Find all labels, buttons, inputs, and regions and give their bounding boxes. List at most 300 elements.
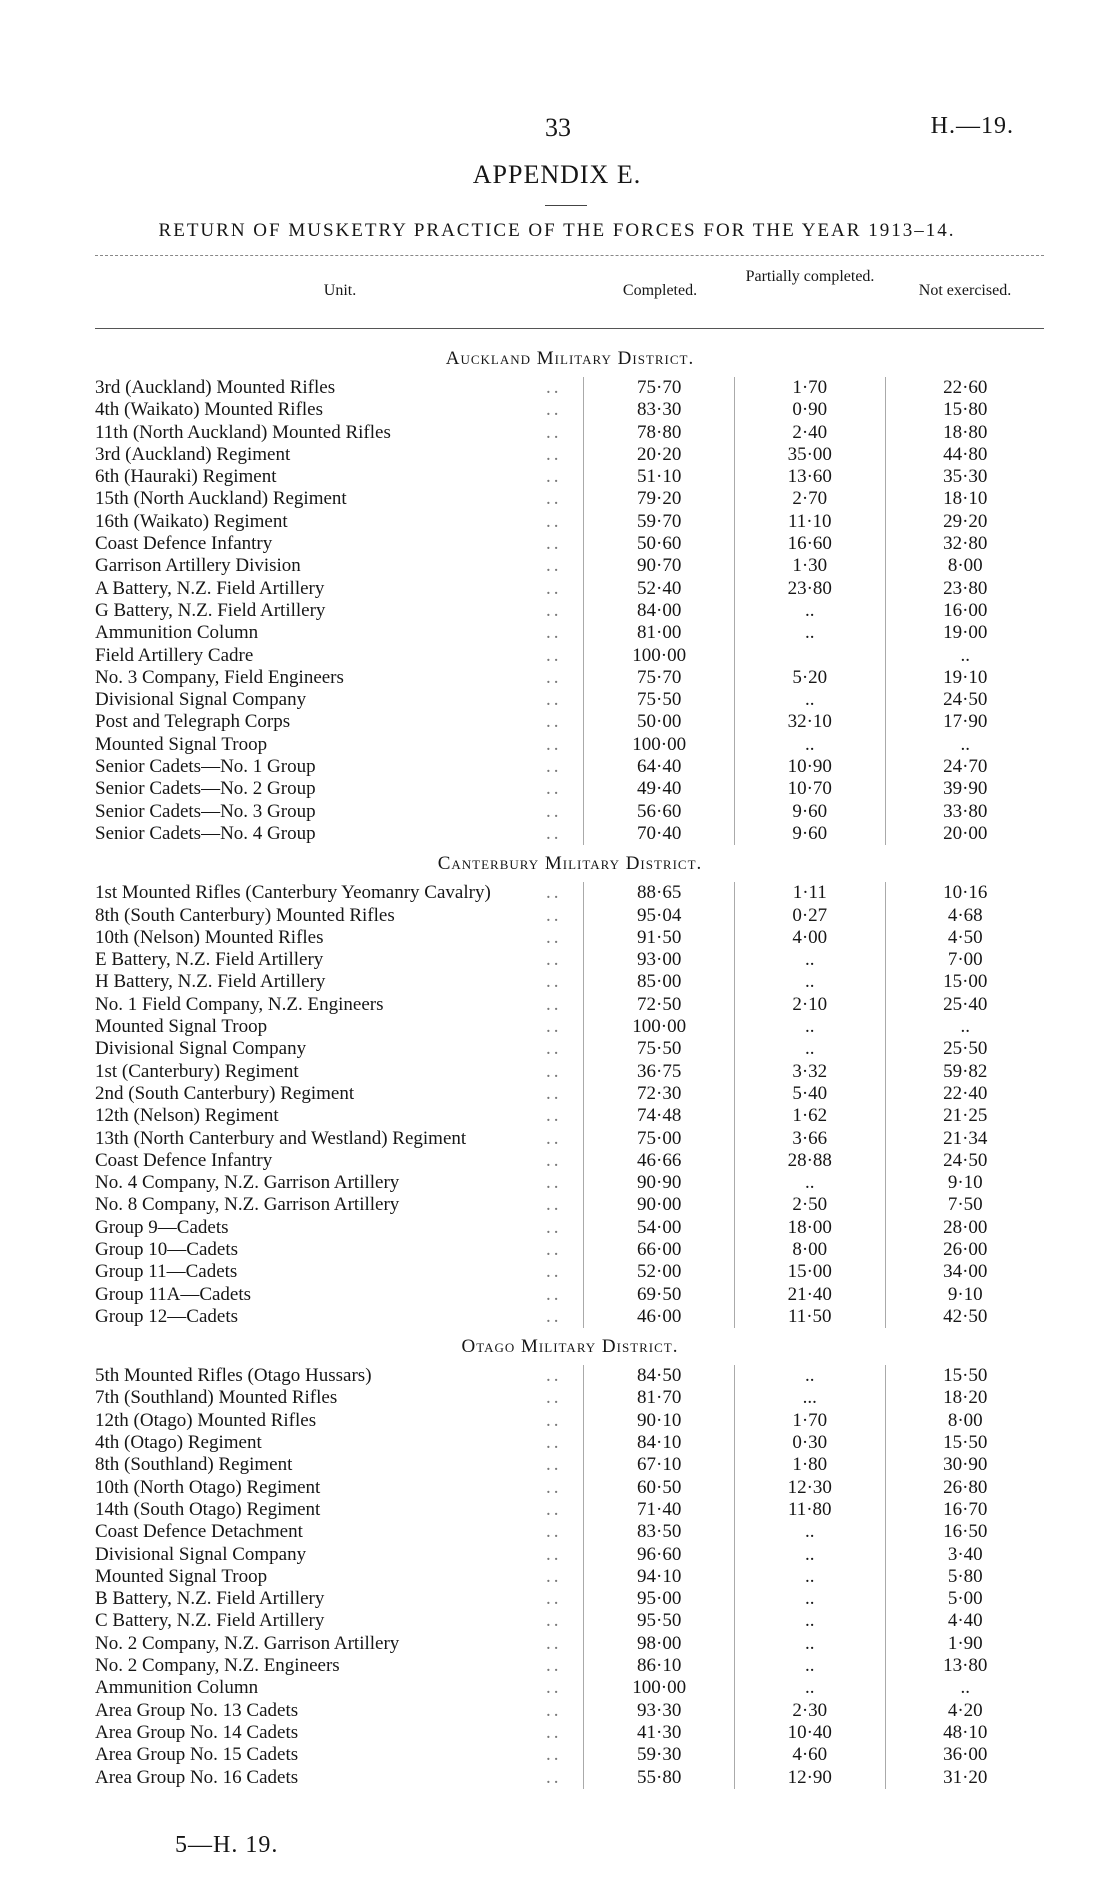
leader-dots: .. (545, 1454, 562, 1476)
completed-value: 72·50 (583, 994, 734, 1016)
not-exercised-value: 4·40 (885, 1610, 1046, 1632)
not-exercised-value: 44·80 (885, 444, 1046, 466)
unit-name (95, 578, 583, 600)
table-row (95, 533, 1045, 555)
unit-label: 3rd (Auckland) Regiment (95, 443, 291, 465)
title-rule (545, 205, 587, 206)
leader-dots: .. (545, 756, 562, 778)
table-row (95, 600, 1045, 622)
unit-label: Senior Cadets—No. 2 Group (95, 778, 316, 800)
unit-label: 4th (Waikato) Mounted Rifles (95, 399, 324, 421)
not-exercised-value: 21·34 (885, 1128, 1046, 1150)
partially-completed-value: 2·70 (734, 488, 885, 510)
partially-completed-value: .. (734, 1016, 885, 1038)
table-row (95, 1655, 1045, 1677)
table-row (95, 949, 1045, 971)
unit-label: C Battery, N.Z. Field Artillery (95, 1610, 325, 1632)
unit-name (95, 1432, 583, 1454)
leader-dots: .. (545, 822, 562, 844)
leader-dots: .. (545, 733, 562, 755)
not-exercised-value: 31·20 (885, 1767, 1046, 1789)
completed-value: 71·40 (583, 1499, 734, 1521)
table-row (95, 711, 1045, 733)
unit-name (95, 1610, 583, 1632)
partially-completed-value: .. (734, 1172, 885, 1194)
table-row (95, 756, 1045, 778)
leader-dots: .. (545, 1521, 562, 1543)
completed-value: 85·00 (583, 971, 734, 993)
partially-completed-value: 1·30 (734, 555, 885, 577)
completed-value: 79·20 (583, 488, 734, 510)
not-exercised-value: 10·16 (885, 882, 1046, 904)
unit-label: 3rd (Auckland) Mounted Rifles (95, 377, 336, 398)
unit-name (95, 555, 583, 577)
completed-value: 90·90 (583, 1172, 734, 1194)
not-exercised-value: 4·50 (885, 927, 1046, 949)
completed-value: 46·66 (583, 1150, 734, 1172)
leader-dots: .. (545, 1365, 562, 1387)
leader-dots: .. (545, 555, 562, 577)
not-exercised-value: 35·30 (885, 466, 1046, 488)
completed-value: 100·00 (583, 1016, 734, 1038)
unit-label: 1st Mounted Rifles (Canterbury Yeomanry Cavalry) (95, 882, 491, 904)
unit-label: Ammunition Column (95, 1677, 259, 1699)
partially-completed-value (734, 645, 885, 667)
unit-label: Mounted Signal Troop (95, 733, 268, 755)
not-exercised-value: .. (885, 1677, 1046, 1699)
leader-dots: .. (545, 1565, 562, 1587)
unit-name (95, 1588, 583, 1610)
partially-completed-value: 9·60 (734, 823, 885, 845)
partially-completed-value: .. (734, 971, 885, 993)
partially-completed-value: 5·20 (734, 667, 885, 689)
unit-name (95, 1306, 583, 1328)
section-title: Otago Military District. (461, 1336, 679, 1358)
completed-value: 78·80 (583, 422, 734, 444)
unit-name (95, 971, 583, 993)
column-header (95, 268, 1044, 318)
unit-label: 1st (Canterbury) Regiment (95, 1060, 299, 1082)
musketry-table (95, 340, 1045, 1789)
not-exercised-value: 24·50 (885, 689, 1046, 711)
leader-dots: .. (545, 510, 562, 532)
partially-completed-value: 15·00 (734, 1261, 885, 1283)
unit-label: Area Group No. 13 Cadets (95, 1699, 299, 1721)
partially-completed-value: 16·60 (734, 533, 885, 555)
table-row (95, 1038, 1045, 1060)
table-row (95, 555, 1045, 577)
leader-dots: .. (545, 1172, 562, 1194)
unit-name (95, 711, 583, 733)
leader-dots: .. (545, 1498, 562, 1520)
partially-completed-value: .. (734, 1655, 885, 1677)
unit-label: 12th (Otago) Mounted Rifles (95, 1409, 317, 1431)
partially-completed-value: 11·10 (734, 511, 885, 533)
unit-label: Divisional Signal Company (95, 689, 307, 711)
not-exercised-value: 22·60 (885, 377, 1046, 399)
unit-name (95, 905, 583, 927)
unit-label: 10th (North Otago) Regiment (95, 1476, 321, 1498)
unit-name (95, 1128, 583, 1150)
table-row (95, 1767, 1045, 1789)
table-row (95, 1566, 1045, 1588)
leader-dots: .. (545, 1610, 562, 1632)
partially-completed-value: 11·50 (734, 1306, 885, 1328)
column-header-completed: Completed. (622, 282, 698, 299)
partially-completed-value: 18·00 (734, 1217, 885, 1239)
completed-value: 69·50 (583, 1284, 734, 1306)
leader-dots: .. (545, 1149, 562, 1171)
partially-completed-value: .. (734, 600, 885, 622)
partially-completed-value: .. (734, 1365, 885, 1387)
partially-completed-value: 13·60 (734, 466, 885, 488)
table-row (95, 377, 1045, 399)
unit-name (95, 1521, 583, 1543)
page-footer-signature: 5—H. 19. (175, 1832, 279, 1858)
not-exercised-value: 7·00 (885, 949, 1046, 971)
not-exercised-value: 16·50 (885, 1521, 1046, 1543)
unit-name (95, 734, 583, 756)
table-row (95, 1150, 1045, 1172)
unit-label: No. 1 Field Company, N.Z. Engineers (95, 993, 384, 1015)
unit-label: 14th (South Otago) Regiment (95, 1498, 321, 1520)
table-row (95, 971, 1045, 993)
partially-completed-value: 5·40 (734, 1083, 885, 1105)
not-exercised-value: 26·00 (885, 1239, 1046, 1261)
not-exercised-value: 36·00 (885, 1744, 1046, 1766)
leader-dots: .. (545, 1016, 562, 1038)
unit-label: Divisional Signal Company (95, 1543, 307, 1565)
leader-dots: .. (545, 689, 562, 711)
partially-completed-value: 32·10 (734, 711, 885, 733)
unit-label: Garrison Artillery Division (95, 555, 301, 577)
leader-dots: .. (545, 666, 562, 688)
not-exercised-value: 5·00 (885, 1588, 1046, 1610)
unit-name (95, 1410, 583, 1432)
not-exercised-value: 24·50 (885, 1150, 1046, 1172)
unit-name (95, 1105, 583, 1127)
leader-dots: .. (545, 711, 562, 733)
table-row (95, 488, 1045, 510)
partially-completed-value: 28·88 (734, 1150, 885, 1172)
not-exercised-value: 25·40 (885, 994, 1046, 1016)
not-exercised-value: 25·50 (885, 1038, 1046, 1060)
completed-value: 67·10 (583, 1454, 734, 1476)
table-row (95, 801, 1045, 823)
completed-value: 36·75 (583, 1061, 734, 1083)
completed-value: 52·40 (583, 578, 734, 600)
not-exercised-value: 9·10 (885, 1284, 1046, 1306)
partially-completed-value: 2·30 (734, 1700, 885, 1722)
table-row (95, 689, 1045, 711)
table-row (95, 1194, 1045, 1216)
unit-label: Group 11A—Cadets (95, 1283, 252, 1305)
unit-label: Mounted Signal Troop (95, 1016, 268, 1038)
partially-completed-value: 0·90 (734, 399, 885, 421)
table-row (95, 511, 1045, 533)
column-header-unit: Unit. (323, 282, 357, 299)
completed-value: 84·10 (583, 1432, 734, 1454)
completed-value: 86·10 (583, 1655, 734, 1677)
unit-label: E Battery, N.Z. Field Artillery (95, 949, 324, 971)
unit-label: Group 10—Cadets (95, 1238, 239, 1260)
table-row (95, 667, 1045, 689)
unit-label: Coast Defence Detachment (95, 1521, 303, 1543)
unit-label: Field Artillery Cadre (95, 644, 254, 666)
leader-dots: .. (545, 1699, 562, 1721)
table-row (95, 1061, 1045, 1083)
not-exercised-value: 17·90 (885, 711, 1046, 733)
unit-label: B Battery, N.Z. Field Artillery (95, 1588, 325, 1610)
not-exercised-value: 7·50 (885, 1194, 1046, 1216)
completed-value: 70·40 (583, 823, 734, 845)
partially-completed-value: 0·30 (734, 1432, 885, 1454)
not-exercised-value: 4·68 (885, 905, 1046, 927)
unit-label: 12th (Nelson) Regiment (95, 1105, 279, 1127)
partially-completed-value: 1·62 (734, 1105, 885, 1127)
not-exercised-value: 15·50 (885, 1365, 1046, 1387)
header-bottom-rule (95, 328, 1044, 329)
unit-label: No. 8 Company, N.Z. Garrison Artillery (95, 1194, 400, 1216)
partially-completed-value: 12·90 (734, 1767, 885, 1789)
unit-name (95, 1544, 583, 1566)
completed-value: 95·00 (583, 1588, 734, 1610)
leader-dots: .. (545, 1060, 562, 1082)
leader-dots: .. (545, 1038, 562, 1060)
unit-label: Ammunition Column (95, 622, 259, 644)
completed-value: 52·00 (583, 1261, 734, 1283)
not-exercised-value: 28·00 (885, 1217, 1046, 1239)
partially-completed-value: .. (734, 622, 885, 644)
not-exercised-value: .. (885, 734, 1046, 756)
completed-value: 75·50 (583, 1038, 734, 1060)
page-number: 33 (545, 113, 571, 142)
leader-dots: .. (545, 1305, 562, 1327)
leader-dots: .. (545, 1387, 562, 1409)
leader-dots: .. (545, 1127, 562, 1149)
table-row (95, 1677, 1045, 1699)
unit-label: Area Group No. 14 Cadets (95, 1721, 299, 1743)
not-exercised-value: 26·80 (885, 1477, 1046, 1499)
table-row (95, 622, 1045, 644)
table-row (95, 466, 1045, 488)
completed-value: 83·50 (583, 1521, 734, 1543)
completed-value: 75·70 (583, 377, 734, 399)
partially-completed-value: .. (734, 734, 885, 756)
table-row (95, 1306, 1045, 1328)
partially-completed-value: 9·60 (734, 801, 885, 823)
unit-label: No. 3 Company, Field Engineers (95, 666, 344, 688)
leader-dots: .. (545, 377, 562, 398)
partially-completed-value: 35·00 (734, 444, 885, 466)
not-exercised-value: 5·80 (885, 1566, 1046, 1588)
unit-label: 5th Mounted Rifles (Otago Hussars) (95, 1365, 372, 1387)
partially-completed-value: 2·10 (734, 994, 885, 1016)
leader-dots: .. (545, 1766, 562, 1788)
unit-name (95, 756, 583, 778)
not-exercised-value: 19·00 (885, 622, 1046, 644)
not-exercised-value: .. (885, 1016, 1046, 1038)
partially-completed-value: 12·30 (734, 1477, 885, 1499)
partially-completed-value: 4·00 (734, 927, 885, 949)
completed-value: 75·70 (583, 667, 734, 689)
unit-name (95, 1172, 583, 1194)
unit-name (95, 533, 583, 555)
unit-name (95, 444, 583, 466)
partially-completed-value: 2·40 (734, 422, 885, 444)
partially-completed-value: .. (734, 1633, 885, 1655)
table-row (95, 994, 1045, 1016)
not-exercised-value: 24·70 (885, 756, 1046, 778)
unit-name (95, 422, 583, 444)
unit-name (95, 399, 583, 421)
not-exercised-value: 59·82 (885, 1061, 1046, 1083)
partially-completed-value: 1·70 (734, 377, 885, 399)
partially-completed-value: .. (734, 1566, 885, 1588)
table-row (95, 1432, 1045, 1454)
unit-name (95, 1365, 583, 1387)
leader-dots: .. (545, 1082, 562, 1104)
completed-value: 100·00 (583, 734, 734, 756)
table-row (95, 1128, 1045, 1150)
table-row (95, 1105, 1045, 1127)
completed-value: 83·30 (583, 399, 734, 421)
partially-completed-value: .. (734, 1038, 885, 1060)
completed-value: 50·00 (583, 711, 734, 733)
unit-label: 11th (North Auckland) Mounted Rifles (95, 421, 391, 443)
unit-label: Senior Cadets—No. 1 Group (95, 756, 316, 778)
completed-value: 72·30 (583, 1083, 734, 1105)
leader-dots: .. (545, 1432, 562, 1454)
table-row (95, 1410, 1045, 1432)
table-row (95, 1016, 1045, 1038)
table-row (95, 882, 1045, 904)
unit-label: 15th (North Auckland) Regiment (95, 488, 347, 510)
completed-value: 84·00 (583, 600, 734, 622)
table-row (95, 1477, 1045, 1499)
unit-label: 16th (Waikato) Regiment (95, 510, 288, 532)
unit-name (95, 488, 583, 510)
leader-dots: .. (545, 533, 562, 555)
partially-completed-value: 8·00 (734, 1239, 885, 1261)
leader-dots: .. (545, 1677, 562, 1699)
table-row (95, 1239, 1045, 1261)
table-row (95, 905, 1045, 927)
unit-name (95, 1083, 583, 1105)
completed-value: 59·70 (583, 511, 734, 533)
leader-dots: .. (545, 399, 562, 421)
completed-value: 75·00 (583, 1128, 734, 1150)
unit-name (95, 511, 583, 533)
unit-label: 4th (Otago) Regiment (95, 1432, 262, 1454)
leader-dots: .. (545, 926, 562, 948)
not-exercised-value: 13·80 (885, 1655, 1046, 1677)
column-header-partially: Partially completed. (745, 268, 875, 285)
leader-dots: .. (545, 1632, 562, 1654)
header-top-rule (95, 255, 1044, 256)
unit-name (95, 466, 583, 488)
unit-label: Divisional Signal Company (95, 1038, 307, 1060)
unit-name (95, 667, 583, 689)
partially-completed-value: .. (734, 949, 885, 971)
unit-label: Coast Defence Infantry (95, 1149, 273, 1171)
completed-value: 93·00 (583, 949, 734, 971)
table-row (95, 1700, 1045, 1722)
unit-name (95, 1239, 583, 1261)
unit-name (95, 927, 583, 949)
unit-label: Post and Telegraph Corps (95, 711, 291, 733)
not-exercised-value: 33·80 (885, 801, 1046, 823)
leader-dots: .. (545, 800, 562, 822)
not-exercised-value: 48·10 (885, 1722, 1046, 1744)
unit-label: Mounted Signal Troop (95, 1565, 268, 1587)
table-row (95, 399, 1045, 421)
not-exercised-value: .. (885, 645, 1046, 667)
unit-label: No. 4 Company, N.Z. Garrison Artillery (95, 1172, 400, 1194)
not-exercised-value: 15·00 (885, 971, 1046, 993)
partially-completed-value: 1·11 (734, 882, 885, 904)
table-row (95, 778, 1045, 800)
partially-completed-value: 3·66 (734, 1128, 885, 1150)
unit-label: H Battery, N.Z. Field Artillery (95, 971, 326, 993)
table-row (95, 1083, 1045, 1105)
leader-dots: .. (545, 1588, 562, 1610)
unit-name (95, 1387, 583, 1409)
partially-completed-value: 10·90 (734, 756, 885, 778)
not-exercised-value: 30·90 (885, 1454, 1046, 1476)
unit-label: 2nd (South Canterbury) Regiment (95, 1082, 355, 1104)
completed-value: 54·00 (583, 1217, 734, 1239)
completed-value: 93·30 (583, 1700, 734, 1722)
unit-label: 7th (Southland) Mounted Rifles (95, 1387, 338, 1409)
partially-completed-value: 21·40 (734, 1284, 885, 1306)
unit-name (95, 1655, 583, 1677)
unit-name (95, 689, 583, 711)
leader-dots: .. (545, 1476, 562, 1498)
table-row (95, 1454, 1045, 1476)
not-exercised-value: 18·20 (885, 1387, 1046, 1409)
unit-name (95, 823, 583, 845)
not-exercised-value: 18·80 (885, 422, 1046, 444)
completed-value: 51·10 (583, 466, 734, 488)
unit-label: Group 11—Cadets (95, 1261, 238, 1283)
partially-completed-value: 10·40 (734, 1722, 885, 1744)
leader-dots: .. (545, 1744, 562, 1766)
table-row (95, 1544, 1045, 1566)
completed-value: 74·48 (583, 1105, 734, 1127)
leader-dots: .. (545, 488, 562, 510)
unit-label: Area Group No. 16 Cadets (95, 1766, 299, 1788)
unit-name (95, 1566, 583, 1588)
unit-name (95, 1744, 583, 1766)
unit-name (95, 1194, 583, 1216)
not-exercised-value: 39·90 (885, 778, 1046, 800)
completed-value: 100·00 (583, 645, 734, 667)
unit-name (95, 1677, 583, 1699)
unit-label: 13th (North Canterbury and Westland) Regiment (95, 1127, 467, 1149)
section-title: Auckland Military District. (445, 348, 695, 369)
not-exercised-value: 9·10 (885, 1172, 1046, 1194)
completed-value: 46·00 (583, 1306, 734, 1328)
table-row (95, 1521, 1045, 1543)
unit-label: Senior Cadets—No. 3 Group (95, 800, 316, 822)
table-row (95, 1387, 1045, 1409)
unit-label: 10th (Nelson) Mounted Rifles (95, 926, 324, 948)
table-row (95, 1499, 1045, 1521)
completed-value: 84·50 (583, 1365, 734, 1387)
unit-name (95, 645, 583, 667)
completed-value: 90·10 (583, 1410, 734, 1432)
